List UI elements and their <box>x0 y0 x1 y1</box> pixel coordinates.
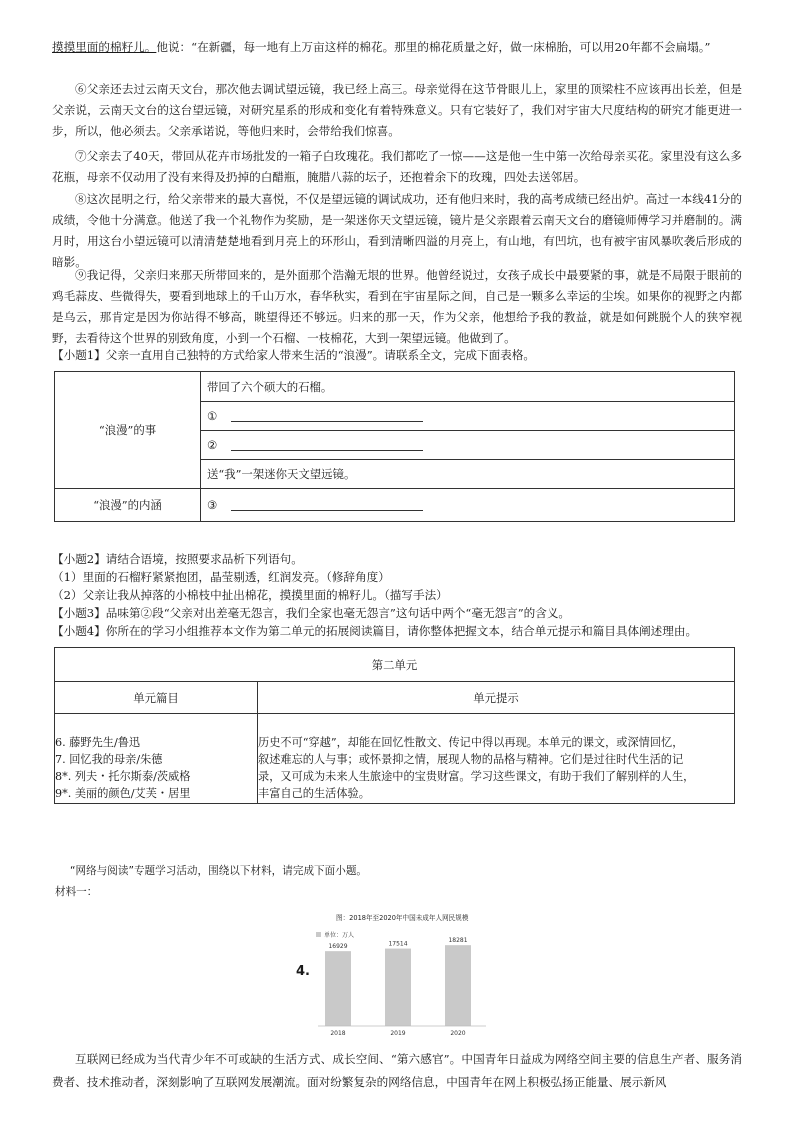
category-label: 2020 <box>450 1030 466 1037</box>
answer-line-1 <box>231 409 423 422</box>
bar-2020 <box>445 945 471 1026</box>
category-label: 2019 <box>390 1030 406 1037</box>
category-label: 2018 <box>330 1030 346 1037</box>
bar-value-label: 17514 <box>388 940 408 948</box>
question-2: 【小题2】请结合语境，按照要求品析下列语句。 <box>52 552 303 566</box>
paragraph-6: ⑥父亲还去过云南天文台，那次他去调试望远镜，我已经上高三。母亲觉得在这节骨眼儿上，家里的顶梁柱不应该再出长差，但是父亲说，云南天文台的这台望远镜，对研究星系的形成和变化有着特殊意义。只有它装好了，我们对宇宙大尺度结构的研究才能更进一步，所以，他必须去。父亲承诺说，等他归来时，会带给我们惊喜。 <box>52 82 742 138</box>
bar-2018 <box>325 951 351 1026</box>
text-item: 9*. 美丽的颜色/艾芙・居里 <box>55 787 191 800</box>
bar-2019 <box>385 949 411 1026</box>
row-header-romantic-meaning: “浪漫”的内涵 <box>55 489 201 522</box>
cell-telescope: 送“我”一架迷你天文望远镜。 <box>201 460 735 489</box>
text-item: 6. 藤野先生/鲁迅 <box>55 736 141 749</box>
unit-table <box>54 647 735 804</box>
legend-swatch <box>316 932 321 937</box>
answer-line-2 <box>231 438 423 451</box>
text-item: 8*. 列夫・托尔斯泰/茨威格 <box>55 770 191 783</box>
paragraph-8: ⑧这次昆明之行，给父亲带来的最大喜悦，不仅是望远镜的调试成功，还有他归来时，我的高考成绩已经出炉。高过一本线41分的成绩，令他十分满意。他送了我一个礼物作为奖励，是一架迷你天文望远镜，镜片是父亲跟着云南天文台的磨镜师傅学习并磨制的。满月时，用这台小望远镜可以清清楚楚地看到月亮上的环形山，看到清晰四溢的月亮上，有山地，有凹坑，也有被宇宙风暴吹袭后形成的暗影。 <box>52 192 742 269</box>
cell-pomegranate: 带回了六个硕大的石榴。 <box>201 372 735 402</box>
question-4: 【小题4】你所在的学习小组推荐本文作为第二单元的拓展阅读篇目，请你整体把握文本，结合单元提示和篇目具体阐述理由。 <box>52 624 698 638</box>
question-2-1: （1）里面的石榴籽紧紧抱团，晶莹剔透，红润发亮。（修辞角度） <box>52 570 390 584</box>
bar-chart <box>310 920 490 1040</box>
underlined-phrase: 摸摸里面的棉籽儿。 <box>52 40 157 54</box>
unit-label: 单位：万人 <box>324 932 355 939</box>
section-intro: “网络与阅读”专题学习活动，围绕以下材料，请完成下面小题。 <box>70 865 368 877</box>
material-1-label: 材料一： <box>55 886 98 898</box>
bar-value-label: 18281 <box>448 937 468 945</box>
bar-value-label: 16929 <box>328 943 348 951</box>
row-header-romantic-things: “浪漫”的事 <box>55 372 201 489</box>
paragraph-9: ⑨我记得，父亲归来那天所带回来的，是外面那个浩瀚无垠的世界。他曾经说过，女孩子成长中最要紧的事，就是不局限于眼前的鸡毛蒜皮、些微得失，要看到地球上的千山万水，春华秋实，看到在宇宙星际之间，自己是一颗多么幸运的尘埃。如果你的视野之内都是乌云，那肯定是因为你站得不够高，眺望得还不够远。归来的那一天，作为父亲，他想给予我的教益，就是如何跳脱个人的狭窄视野，去看待这个世界的别致角度，小到一个石榴、一枝棉花，大到一架望远镜。他做到了。 <box>52 268 742 345</box>
romance-table <box>54 371 735 522</box>
paragraph-7: ⑦父亲去了40天，带回从花卉市场批发的一箱子白玫瑰花。我们都吃了一惊——这是他一生中第一次给母亲买花。家里没有这么多花瓶，母亲不仅动用了没有来得及扔掉的白醋瓶，腌腊八蒜的坛子，还抱着余下的玫瑰，四处去送邻居。 <box>52 149 742 184</box>
cell-blank-1[interactable]: ① <box>201 402 735 431</box>
unit-hint: 历史不可“穿越”，却能在回忆性散文、传记中得以再现。本单元的课文，或深情回忆， 叙述难忘的人与事；或怀景抑之情，展现人物的品格与精神。它们是过往时代生活的记 录，又可成为未来人生旅途中的宝贵财富。学习这些课文，有助于我们了解别样的人生， 丰富自己的生活体验。 <box>258 714 735 804</box>
question-2-2: （2）父亲让我从掉落的小棉枝中扯出棉花，摸摸里面的棉籽儿。（描写手法） <box>52 588 448 602</box>
question-1: 【小题1】父亲一直用自己独特的方式给家人带来生活的“浪漫”。请联系全文，完成下面表格。 <box>52 348 535 362</box>
question-3: 【小题3】品味第②段“父亲对出差毫无怨言，我们全家也毫无怨言”这句话中两个“毫无怨言”的含义。 <box>52 606 571 620</box>
cell-blank-3[interactable]: ③ <box>201 489 735 522</box>
question-number: 4. <box>296 964 310 979</box>
chart-unit-legend <box>316 931 354 939</box>
paragraph-5-end: 摸摸里面的棉籽儿。他说：“在新疆，每一地有上万亩这样的棉花。那里的棉花质量之好，做一床棉胎，可以用20年都不会扁塌。” <box>52 40 711 54</box>
texts-list <box>55 714 258 804</box>
text-item: 7. 回忆我的母亲/朱德 <box>55 753 163 766</box>
answer-line-3 <box>231 498 423 511</box>
chart-title: 图：2018年至2020年中国未成年人网民规模 <box>336 914 469 922</box>
col-header-texts: 单元篇目 <box>55 682 258 714</box>
bottom-paragraph: 互联网已经成为当代青少年不可或缺的生活方式、成长空间、“第六感官”。中国青年日益成为网络空间主要的信息生产者、服务消费者、技术推动者，深刻影响了互联网发展潮流。面对纷繁复杂的网络信息，中国青年在网上积极弘扬正能量、展示新风 <box>52 1052 742 1089</box>
unit-title: 第二单元 <box>55 648 735 682</box>
col-header-hint: 单元提示 <box>258 682 735 714</box>
cell-blank-2[interactable]: ② <box>201 431 735 460</box>
